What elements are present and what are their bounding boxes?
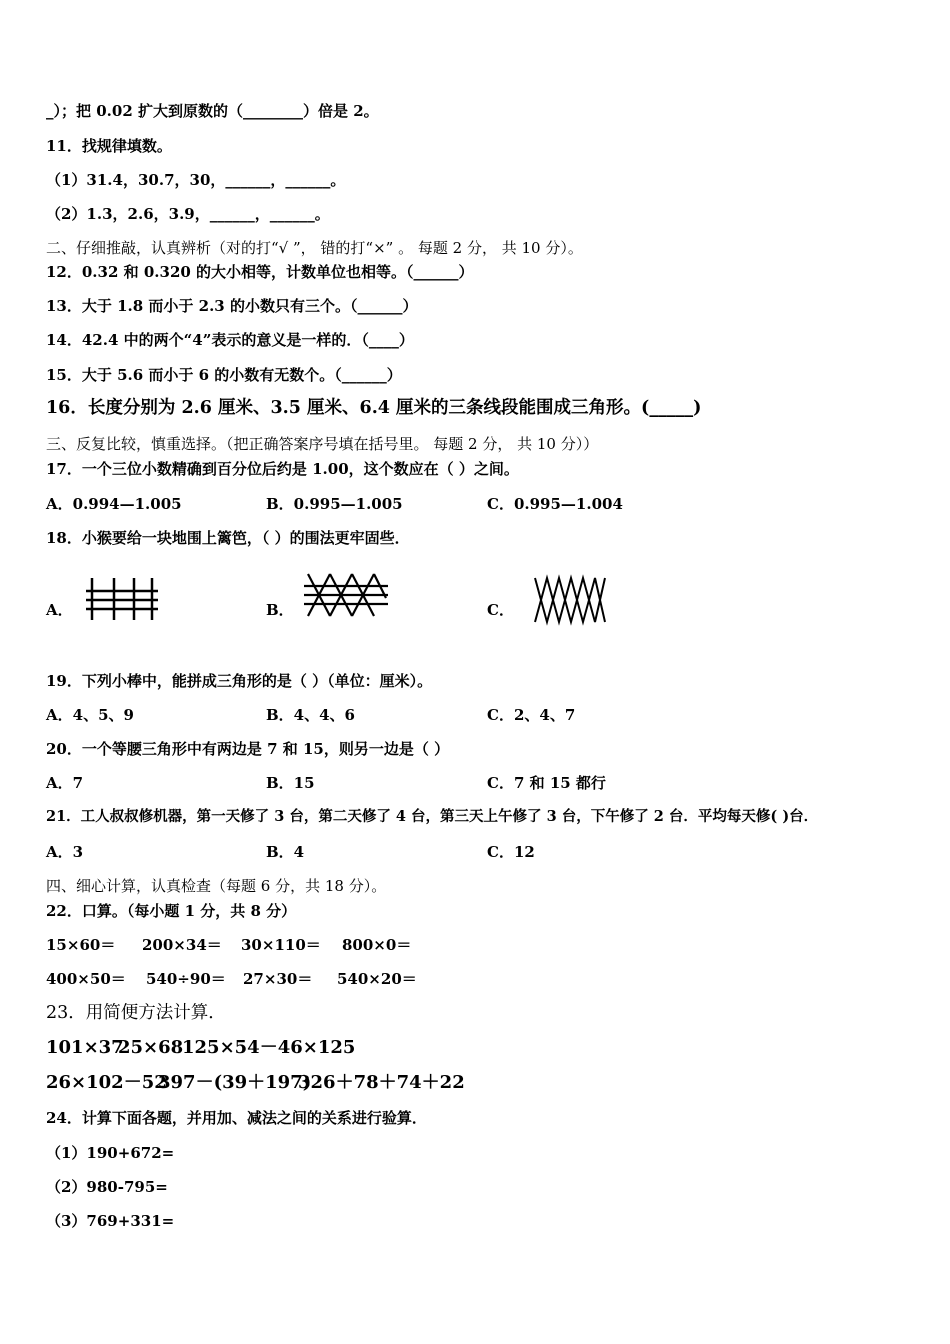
mental-math-item: 800×0＝ (342, 936, 412, 954)
q19-option-a[interactable]: A．4、5、9 (46, 706, 134, 724)
q21-option-c[interactable]: C．12 (487, 843, 535, 861)
fence-x-grid-icon (302, 570, 390, 620)
mental-math-item: 540×20＝ (337, 970, 417, 988)
question-24-part3: （3）769+331= (46, 1212, 175, 1230)
section-2-heading: 二、仔细推敲，认真辨析（对的打“√ ”， 错的打“×” 。 每题 2 分， 共 10 分）。 (46, 239, 583, 257)
mental-math-item: 540÷90＝ (146, 970, 226, 988)
fence-grid-icon (84, 574, 160, 624)
question-20: 20．一个等腰三角形中有两边是 7 和 15，则另一边是（ ） (46, 740, 450, 758)
q17-option-a[interactable]: A．0.994—1.005 (46, 495, 182, 513)
q21-option-b[interactable]: B．4 (266, 843, 305, 861)
question-15: 15．大于 5.6 而小于 6 的小数有无数个。（______） (46, 366, 402, 384)
q17-option-b[interactable]: B．0.995—1.005 (266, 495, 403, 513)
line-q10-tail: _）；把 0.02 扩大到原数的（________）倍是 2。 (46, 102, 379, 120)
mental-math-item: 200×34＝ (142, 936, 222, 954)
mental-math-item: 15×60＝ (46, 936, 116, 954)
q20-option-b[interactable]: B．15 (266, 774, 315, 792)
q19-option-c[interactable]: C．2、4、7 (487, 706, 576, 724)
question-14: 14．42.4 中的两个“4”表示的意义是一样的．（____） (46, 331, 414, 349)
question-16: 16．长度分别为 2.6 厘米、3.5 厘米、6.4 厘米的三条线段能围成三角形。(_____) (46, 398, 702, 418)
question-11: 11．找规律填数。 (46, 137, 172, 155)
simplify-item: 25×68 (118, 1037, 184, 1058)
q18-option-b[interactable]: B． (266, 601, 294, 619)
question-21: 21．工人叔叔修机器，第一天修了 3 台，第二天修了 4 台，第三天上午修了 3 台，下午修了 2 台．平均每天修( )台． (46, 808, 819, 825)
question-12: 12．0.32 和 0.320 的大小相等，计数单位也相等。（______） (46, 263, 474, 281)
question-24: 24．计算下面各题，并用加、减法之间的关系进行验算． (46, 1109, 427, 1127)
q18-option-a[interactable]: A． (46, 601, 73, 619)
mental-math-item: 27×30＝ (243, 970, 313, 988)
q20-option-c[interactable]: C．7 和 15 都行 (487, 774, 606, 792)
question-13: 13．大于 1.8 而小于 2.3 的小数只有三个。（______） (46, 297, 418, 315)
question-17: 17．一个三位小数精确到百分位后约是 1.00，这个数应在（ ）之间。 (46, 460, 519, 478)
section-3-heading: 三、反复比较，慎重选择。（把正确答案序号填在括号里。 每题 2 分， 共 10 分）） (46, 435, 599, 453)
simplify-item: 101×37 (46, 1037, 124, 1058)
question-23: 23．用简便方法计算． (46, 1003, 226, 1023)
fence-zigzag-icon (531, 574, 609, 626)
question-11-part2: （2）1.3，2.6，3.9，______，______。 (46, 205, 330, 223)
question-22: 22．口算。（每小题 1 分，共 8 分） (46, 902, 297, 920)
q19-option-b[interactable]: B．4、4、6 (266, 706, 355, 724)
simplify-item: 326＋78＋74＋22 (298, 1072, 465, 1093)
q18-option-c[interactable]: C． (487, 601, 514, 619)
mental-math-item: 400×50＝ (46, 970, 126, 988)
question-24-part1: （1）190+672= (46, 1144, 175, 1162)
simplify-item: 125×54－46×125 (182, 1037, 356, 1058)
simplify-item: 26×102－52 (46, 1072, 167, 1093)
question-19: 19．下列小棒中，能拼成三角形的是（ ）（单位：厘米）。 (46, 672, 433, 690)
q21-option-a[interactable]: A．3 (46, 843, 84, 861)
question-18: 18．小猴要给一块地围上篱笆，（ ）的围法更牢固些． (46, 529, 410, 547)
q20-option-a[interactable]: A．7 (46, 774, 84, 792)
simplify-item: 397－(39＋197) (158, 1072, 312, 1093)
mental-math-item: 30×110＝ (241, 936, 321, 954)
question-11-part1: （1）31.4，30.7，30，______，______。 (46, 171, 346, 189)
question-24-part2: （2）980-795= (46, 1178, 168, 1196)
q17-option-c[interactable]: C．0.995—1.004 (487, 495, 623, 513)
section-4-heading: 四、细心计算，认真检查（每题 6 分，共 18 分）。 (46, 877, 387, 895)
